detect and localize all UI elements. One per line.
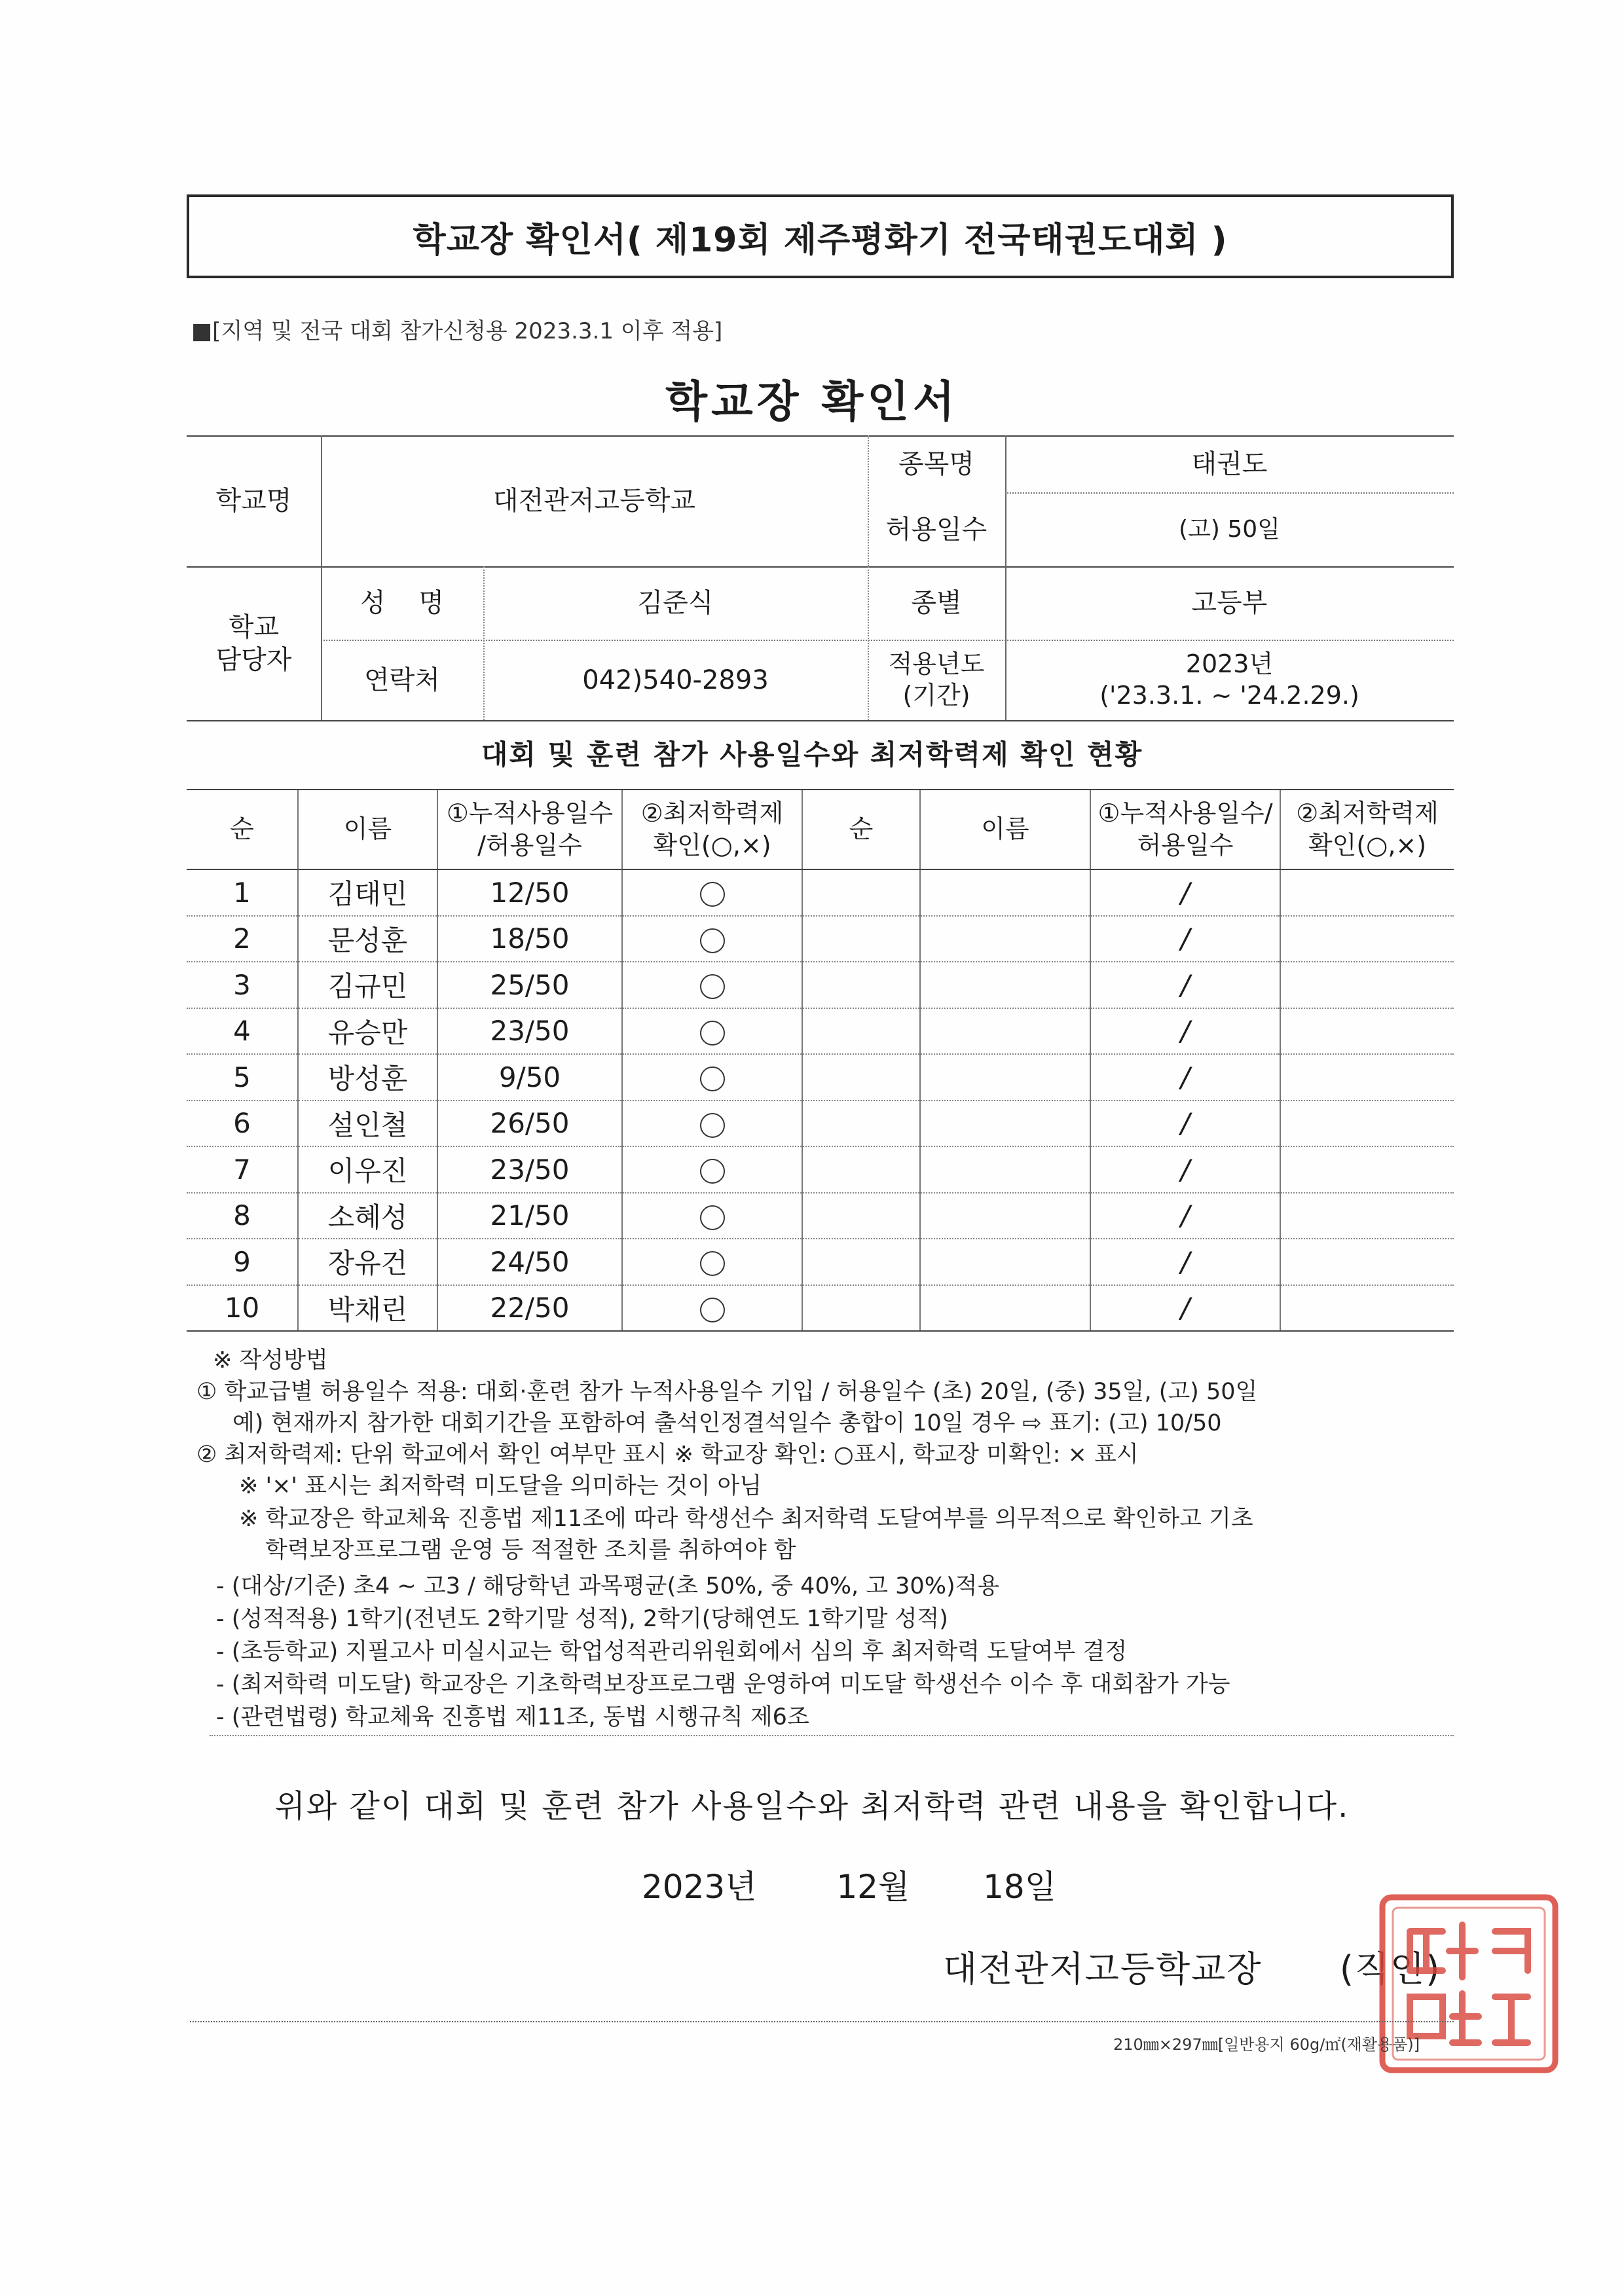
table-row	[187, 1054, 1454, 1101]
confirmation-statement: 위와 같이 대회 및 훈련 참가 사용일수와 최저학력 관련 내용을 확인합니다.	[274, 1788, 1350, 1825]
min-academic-check	[622, 916, 802, 962]
min-academic-check	[622, 1285, 802, 1332]
instruction-line: ② 최저학력제: 단위 학교에서 확인 여부만 표시 ※ 학교장 확인: ○표시, 학교장 미확인: × 표시	[196, 1442, 1139, 1468]
used-days-right: /	[1090, 1193, 1280, 1239]
issue-date	[642, 1861, 1056, 1908]
athlete-name-right	[920, 916, 1090, 962]
min-academic-check-right	[1280, 1101, 1454, 1147]
table-row	[187, 1193, 1454, 1239]
row-number-right	[802, 869, 920, 916]
row-number-right	[802, 962, 920, 1008]
athlete-name-right	[920, 1285, 1090, 1332]
row-number-right	[802, 1239, 920, 1285]
instruction-line: 예) 현재까지 참가한 대회기간을 포함하여 출석인정결석일수 총합이 10일 경우 ⇨ 표기: (고) 10/50	[232, 1410, 1222, 1436]
athlete-name: 소혜성	[298, 1193, 437, 1239]
used-days: 23/50	[437, 1008, 622, 1055]
athlete-name: 박채린	[298, 1285, 437, 1332]
used-days: 23/50	[437, 1146, 622, 1193]
row-number-right	[802, 1285, 920, 1332]
name-label: 성 명	[360, 588, 445, 618]
table-row	[187, 962, 1454, 1008]
instruction-line: ※ 학교장은 학교체육 진흥법 제11조에 따라 학생선수 최저학력 도달여부를 의무적으로 확인하고 기초	[239, 1506, 1253, 1532]
school-name-value: 대전관저고등학교	[492, 486, 696, 516]
used-days-right: /	[1090, 1239, 1280, 1285]
min-academic-check-right	[1280, 916, 1454, 962]
table-row	[187, 1101, 1454, 1147]
athlete-name: 방성훈	[298, 1054, 437, 1101]
used-days-right: /	[1090, 962, 1280, 1008]
used-days-right: /	[1090, 1101, 1280, 1147]
confirmed-circle-mark	[700, 1159, 725, 1184]
page-title: 학교장 확인서	[665, 376, 959, 427]
row-number: 5	[187, 1054, 298, 1101]
row-number-right	[802, 1193, 920, 1239]
row-number: 2	[187, 916, 298, 962]
athlete-name: 장유건	[298, 1239, 437, 1285]
athlete-name-right	[920, 1193, 1090, 1239]
confirmed-circle-mark	[700, 1251, 725, 1276]
athlete-name-right	[920, 1008, 1090, 1055]
apply-year-value: 2023년 ('23.3.1. ~ '24.2.29.)	[1099, 649, 1359, 710]
athlete-name-right	[920, 869, 1090, 916]
row-number-right	[802, 1146, 920, 1193]
header-title-box	[187, 194, 1454, 278]
col-no-header-right: 순	[802, 790, 920, 869]
header-title: 학교장 확인서( 제19회 제주평화기 전국태권도대회 )	[413, 220, 1228, 260]
instruction-line: 학력보장프로그램 운영 등 적절한 조치를 취하여야 함	[265, 1537, 796, 1563]
info-bottom-border	[187, 720, 1454, 721]
table-row	[187, 916, 1454, 962]
athlete-name: 김태민	[298, 869, 437, 916]
issue-year: 2023년	[642, 1868, 757, 1906]
confirmed-circle-mark	[700, 928, 725, 953]
used-days: 26/50	[437, 1101, 622, 1147]
allowed-days-label: 허용일수	[885, 514, 987, 545]
min-academic-check	[622, 1054, 802, 1101]
allowed-days-value: (고) 50일	[1179, 516, 1280, 543]
athlete-name: 김규민	[298, 962, 437, 1008]
min-academic-check	[622, 1008, 802, 1055]
confirmed-circle-mark	[700, 1205, 725, 1230]
used-days-right: /	[1090, 916, 1280, 962]
row-number: 8	[187, 1193, 298, 1239]
col-days-header: ①누적사용일수 /허용일수	[437, 790, 622, 869]
row-number: 10	[187, 1285, 298, 1332]
col-check-header: ②최저학력제 확인(○,×)	[622, 790, 802, 869]
table-row	[187, 1285, 1454, 1332]
used-days-right: /	[1090, 1146, 1280, 1193]
used-days: 12/50	[437, 869, 622, 916]
paper-spec: 210㎜×297㎜[일반용지 60g/㎡(재활용품)]	[1113, 2035, 1420, 2054]
confirmed-circle-mark	[700, 1066, 725, 1091]
instruction-line: ① 학교급별 허용일수 적용: 대회·훈련 참가 누적사용일수 기입 / 허용일수 (초) 20일, (중) 35일, (고) 50일	[196, 1379, 1258, 1405]
used-days: 25/50	[437, 962, 622, 1008]
school-name-label: 학교명	[215, 486, 292, 516]
min-academic-check	[622, 1101, 802, 1147]
instruction-line: - (초등학교) 지필고사 미실시교는 학업성적관리위원회에서 심의 후 최저학력 도달여부 결정	[216, 1639, 1128, 1665]
confirmed-circle-mark	[700, 882, 725, 907]
col-name-header-right: 이름	[920, 790, 1090, 869]
used-days: 21/50	[437, 1193, 622, 1239]
seal-mark-label: (직인)	[1339, 1948, 1441, 1990]
used-days: 24/50	[437, 1239, 622, 1285]
section-title: 대회 및 훈련 참가 사용일수와 최저학력제 확인 현황	[481, 738, 1143, 771]
athlete-name-right	[920, 1146, 1090, 1193]
used-days-right: /	[1090, 1008, 1280, 1055]
used-days: 9/50	[437, 1054, 622, 1101]
athlete-name-right	[920, 1101, 1090, 1147]
instruction-line: - (관련법령) 학교체육 진흥법 제11조, 동법 시행규칙 제6조	[216, 1704, 809, 1730]
min-academic-check-right	[1280, 962, 1454, 1008]
instruction-line: ※ '×' 표시는 최저학력 미도달을 의미하는 것이 아님	[239, 1473, 762, 1499]
footer-divider	[190, 2021, 1454, 2022]
athlete-name-right	[920, 1054, 1090, 1101]
min-academic-check-right	[1280, 1239, 1454, 1285]
apply-year-label: 적용년도 (기간)	[888, 649, 985, 710]
confirmed-circle-mark	[700, 1298, 725, 1322]
min-academic-check-right	[1280, 1193, 1454, 1239]
min-academic-check-right	[1280, 1146, 1454, 1193]
row-number-right	[802, 1054, 920, 1101]
col-name-header: 이름	[298, 790, 437, 869]
row-number: 9	[187, 1239, 298, 1285]
signer-line	[943, 1941, 1441, 1992]
athlete-name: 설인철	[298, 1101, 437, 1147]
min-academic-check	[622, 1239, 802, 1285]
athlete-name: 이우진	[298, 1146, 437, 1193]
min-academic-check	[622, 1146, 802, 1193]
instruction-line: - (성적적용) 1학기(전년도 2학기말 성적), 2학기(당해연도 1학기말 성적)	[216, 1606, 948, 1632]
confirmed-circle-mark	[700, 974, 725, 999]
table-row	[187, 1008, 1454, 1055]
contact-person-label: 학교 담당자	[215, 611, 292, 675]
athlete-name-right	[920, 962, 1090, 1008]
phone-value: 042)540-2893	[582, 665, 769, 695]
table-row	[187, 869, 1454, 916]
min-academic-check	[622, 1193, 802, 1239]
athlete-name: 유승만	[298, 1008, 437, 1055]
min-academic-check	[622, 962, 802, 1008]
athlete-name-right	[920, 1239, 1090, 1285]
row-number-right	[802, 1101, 920, 1147]
division-value: 고등부	[1191, 588, 1268, 618]
min-academic-check-right	[1280, 1054, 1454, 1101]
confirmed-circle-mark	[700, 1021, 725, 1046]
issue-day: 18일	[983, 1868, 1057, 1906]
phone-label: 연락처	[364, 665, 440, 695]
row-number-right	[802, 1008, 920, 1055]
row-number: 1	[187, 869, 298, 916]
col-no-header: 순	[187, 790, 298, 869]
row-number: 4	[187, 1008, 298, 1055]
issue-month: 12월	[836, 1868, 910, 1906]
min-academic-check-right	[1280, 1008, 1454, 1055]
division-label: 종별	[911, 588, 962, 618]
row-number: 3	[187, 962, 298, 1008]
row-number: 6	[187, 1101, 298, 1147]
event-value: 태권도	[1191, 448, 1268, 479]
row-number: 7	[187, 1146, 298, 1193]
event-label: 종목명	[898, 448, 974, 479]
confirmed-circle-mark	[700, 1113, 725, 1138]
used-days-right: /	[1090, 1285, 1280, 1332]
instructions-divider	[210, 1735, 1454, 1736]
used-days: 22/50	[437, 1285, 622, 1332]
used-days: 18/50	[437, 916, 622, 962]
signer-name: 대전관저고등학교장	[943, 1948, 1263, 1990]
contact-name-value: 김준식	[637, 588, 714, 618]
min-academic-check	[622, 869, 802, 916]
roster-table	[187, 789, 1454, 1332]
col-check-header-right: ②최저학력제 확인(○,×)	[1280, 790, 1454, 869]
used-days-right: /	[1090, 1054, 1280, 1101]
instruction-line: - (대상/기준) 초4 ~ 고3 / 해당학년 과목평균(초 50%, 중 40%, 고 30%)적용	[216, 1573, 1000, 1599]
usage-note: ■[지역 및 전국 대회 참가신청용 2023.3.1 이후 적용]	[191, 318, 723, 344]
used-days-right: /	[1090, 869, 1280, 916]
roster-header-row	[187, 790, 1454, 869]
instruction-line: - (최저학력 미도달) 학교장은 기초학력보장프로그램 운영하여 미도달 학생선수 이수 후 대회참가 가능	[216, 1671, 1230, 1698]
table-row	[187, 1146, 1454, 1193]
table-row	[187, 1239, 1454, 1285]
athlete-name: 문성훈	[298, 916, 437, 962]
min-academic-check-right	[1280, 869, 1454, 916]
instructions-heading: ※ 작성방법	[213, 1347, 328, 1374]
row-number-right	[802, 916, 920, 962]
min-academic-check-right	[1280, 1285, 1454, 1332]
col-days-header-right: ①누적사용일수/ 허용일수	[1090, 790, 1280, 869]
